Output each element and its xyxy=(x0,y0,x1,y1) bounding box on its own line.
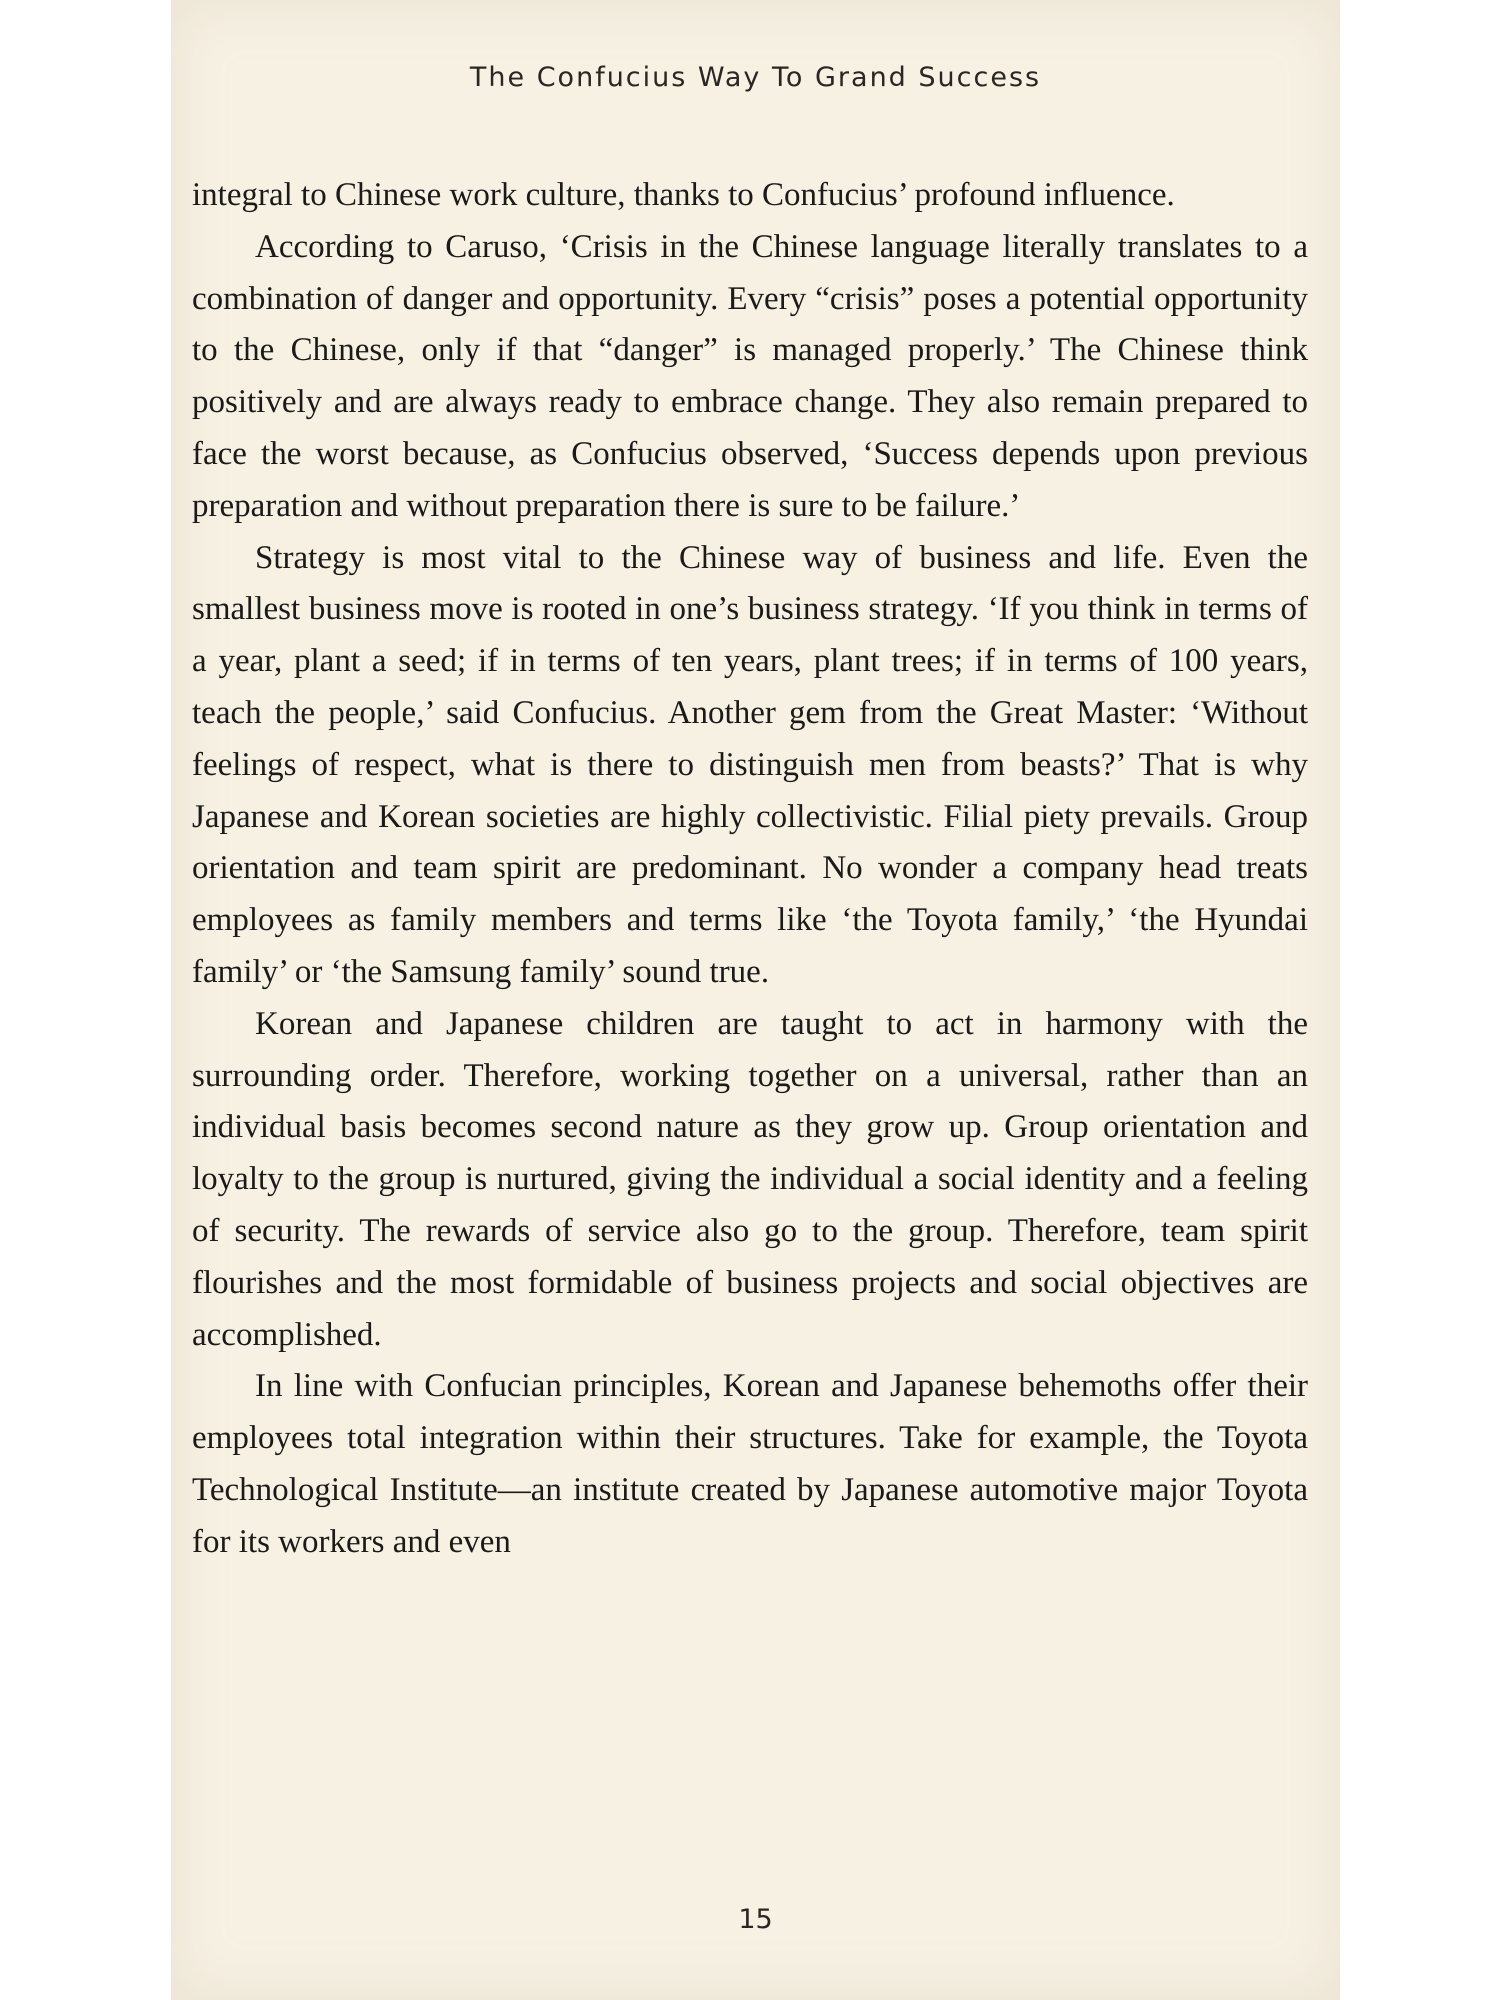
paragraph-harmony: Korean and Japanese children are taught to act in harmony with the surrounding order. Therefore, working together on a universal, rather than an individual basis becomes second nature as they grow up. Group orientation and loyalty to the group is nurtured, giving the individual a social identity and a feeling of security. The rewards of service also go to the group. Therefore, team spirit flourishes and the most formidable of business projects and social objectives are accomplished. xyxy=(192,1005,1308,1353)
body-text xyxy=(192,170,1308,1569)
book-page xyxy=(171,0,1340,2000)
paragraph-crisis: According to Caruso, ‘Crisis in the Chinese language literally translates to a combination of danger and opportunity. Every “crisis” poses a potential opportunity to the Chinese, only if that “danger” is managed properly.’ The Chinese think positively and are always ready to embrace change. They also remain prepared to face the worst because, as Confucius observed, ‘Success depends upon previous preparation and without preparation there is sure to be failure.’ xyxy=(192,228,1308,524)
paragraph-strategy: Strategy is most vital to the Chinese way of business and life. Even the smallest business move is rooted in one’s business strategy. ‘If you think in terms of a year, plant a seed; if in terms of ten years, plant trees; if in terms of 100 years, teach the people,’ said Confucius. Another gem from the Great Master: ‘Without feelings of respect, what is there to distinguish men from beasts?’ That is why Japanese and Korean societies are highly collectivistic. Filial piety prevails. Group orientation and team spirit are predominant. No wonder a company head treats employees as family members and terms like ‘the Toyota family,’ ‘the Hyundai family’ or ‘the Samsung family’ sound true. xyxy=(192,539,1308,990)
paragraph-continued: integral to Chinese work culture, thanks to Confucius’ profound influence. xyxy=(192,177,1175,213)
paragraph-integration: In line with Confucian principles, Korean and Japanese behemoths offer their employees total integration within their structures. Take for example, the Toyota Technological Institute—an institute created by Japanese automotive major Toyota for its workers and even xyxy=(192,1368,1308,1560)
running-header: The Confucius Way To Grand Success xyxy=(469,62,1042,93)
page-number: 15 xyxy=(738,1904,773,1935)
